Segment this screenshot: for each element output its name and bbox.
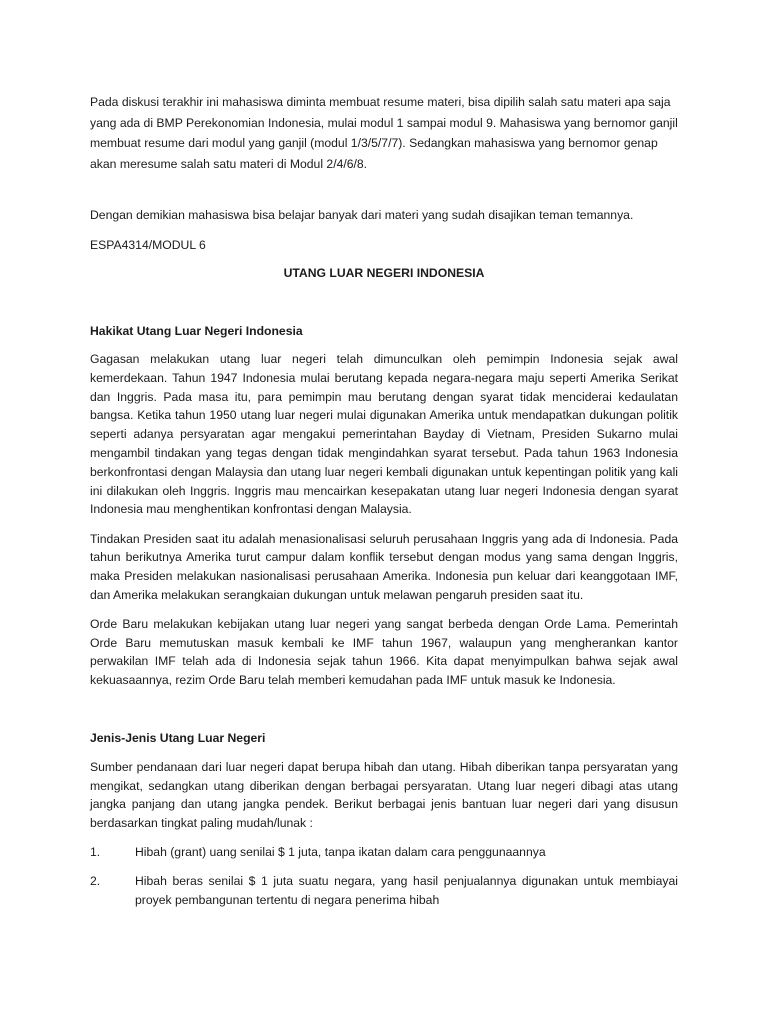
document-title: UTANG LUAR NEGERI INDONESIA bbox=[283, 266, 485, 281]
section-paragraph: Orde Baru melakukan kebijakan utang luar negeri yang sangat berbeda dengan Orde Lama. Pemerintah Orde Baru memutuskan masuk kembali ke IMF tahun 1967, walaupun yang mengherankan kantor perwakilan IMF telah ada di Indonesia sejak tahun 1966. Kita dapat menyimpulkan bahwa sejak awal kekuasaannya, rezim Orde Baru telah memberi kemudahan pada IMF untuk masuk ke Indonesia. bbox=[90, 616, 678, 688]
section-paragraph: Gagasan melakukan utang luar negeri telah dimunculkan oleh pemimpin Indonesia sejak awal kemerdekaan. Tahun 1947 Indonesia mulai berutang kepada negara-negara maju seperti Amerika Serikat dan Inggris. Pada masa itu, para pemimpin mau berutang dengan syarat tidak menciderai kedaulatan bangsa. Ketika tahun 1950 utang luar negeri mulai digunakan Amerika untuk mendapatkan dukungan politik seperti adanya persyaratan agar mengakui pemerintahan Bayday di Vietnam, Presiden Sukarno mulai mengambil tindakan yang tegas dengan tidak mengindahkan syarat tersebut. Pada tahun 1963 Indonesia berkonfrontasi dengan Malaysia dan utang luar negeri kembali digunakan untuk kepentingan politik yang kali ini dilakukan oleh Inggris. Inggris mau mencairkan kesepakatan utang luar negeri Indonesia dengan syarat Indonesia mau menghentikan konfrontasi dengan Malaysia. bbox=[90, 352, 678, 517]
list-item bbox=[90, 872, 678, 910]
list-item-text: Hibah beras senilai $ 1 juta suatu negara, yang hasil penjualannya digunakan untuk membiayai proyek pembangunan tertentu di negara penerima hibah bbox=[135, 873, 678, 907]
intro-paragraph: Pada diskusi terakhir ini mahasiswa diminta membuat resume materi, bisa dipilih salah satu materi apa saja yang ada di BMP Perekonomian Indonesia, mulai modul 1 sampai modul 9. Mahasiswa yang bernomor ganjil membuat resume dari modul yang ganjil (modul 1/3/5/7/7). Sedangkan mahasiswa yang bernomor genap akan meresume salah satu materi di Modul 2/4/6/8. bbox=[90, 95, 678, 172]
course-code: ESPA4314/MODUL 6 bbox=[90, 237, 206, 252]
list-item-text: Hibah (grant) uang senilai $ 1 juta, tanpa ikatan dalam cara penggunaannya bbox=[135, 845, 546, 860]
section-heading-hakikat: Hakikat Utang Luar Negeri Indonesia bbox=[90, 324, 303, 339]
document-body bbox=[90, 92, 678, 909]
section-heading-jenis: Jenis-Jenis Utang Luar Negeri bbox=[90, 731, 266, 746]
intro-closing: Dengan demikian mahasiswa bisa belajar banyak dari materi yang sudah disajikan teman temannya. bbox=[90, 207, 634, 222]
list-item bbox=[90, 843, 678, 862]
list-item-number: 1. bbox=[90, 845, 101, 860]
section-paragraph: Sumber pendanaan dari luar negeri dapat berupa hibah dan utang. Hibah diberikan tanpa persyaratan yang mengikat, sedangkan utang diberikan dengan berbagai persyaratan. Utang luar negeri dibagi atas utang jangka panjang dan utang jangka pendek. Berikut berbagai jenis bantuan luar negeri dari yang disusun berdasarkan tingkat paling mudah/lunak : bbox=[90, 759, 678, 831]
list-item-number: 2. bbox=[90, 873, 101, 888]
section-paragraph: Tindakan Presiden saat itu adalah menasionalisasi seluruh perusahaan Inggris yang ada di Indonesia. Pada tahun berikutnya Amerika turut campur dalam konflik tersebut dengan modus yang sama dengan Inggris, maka Presiden melakukan nasionalisasi perusahaan Amerika. Indonesia pun keluar dari keanggotaan IMF, dan Amerika melakukan serangkaian dukungan untuk melawan pengaruh presiden saat itu. bbox=[90, 531, 678, 603]
